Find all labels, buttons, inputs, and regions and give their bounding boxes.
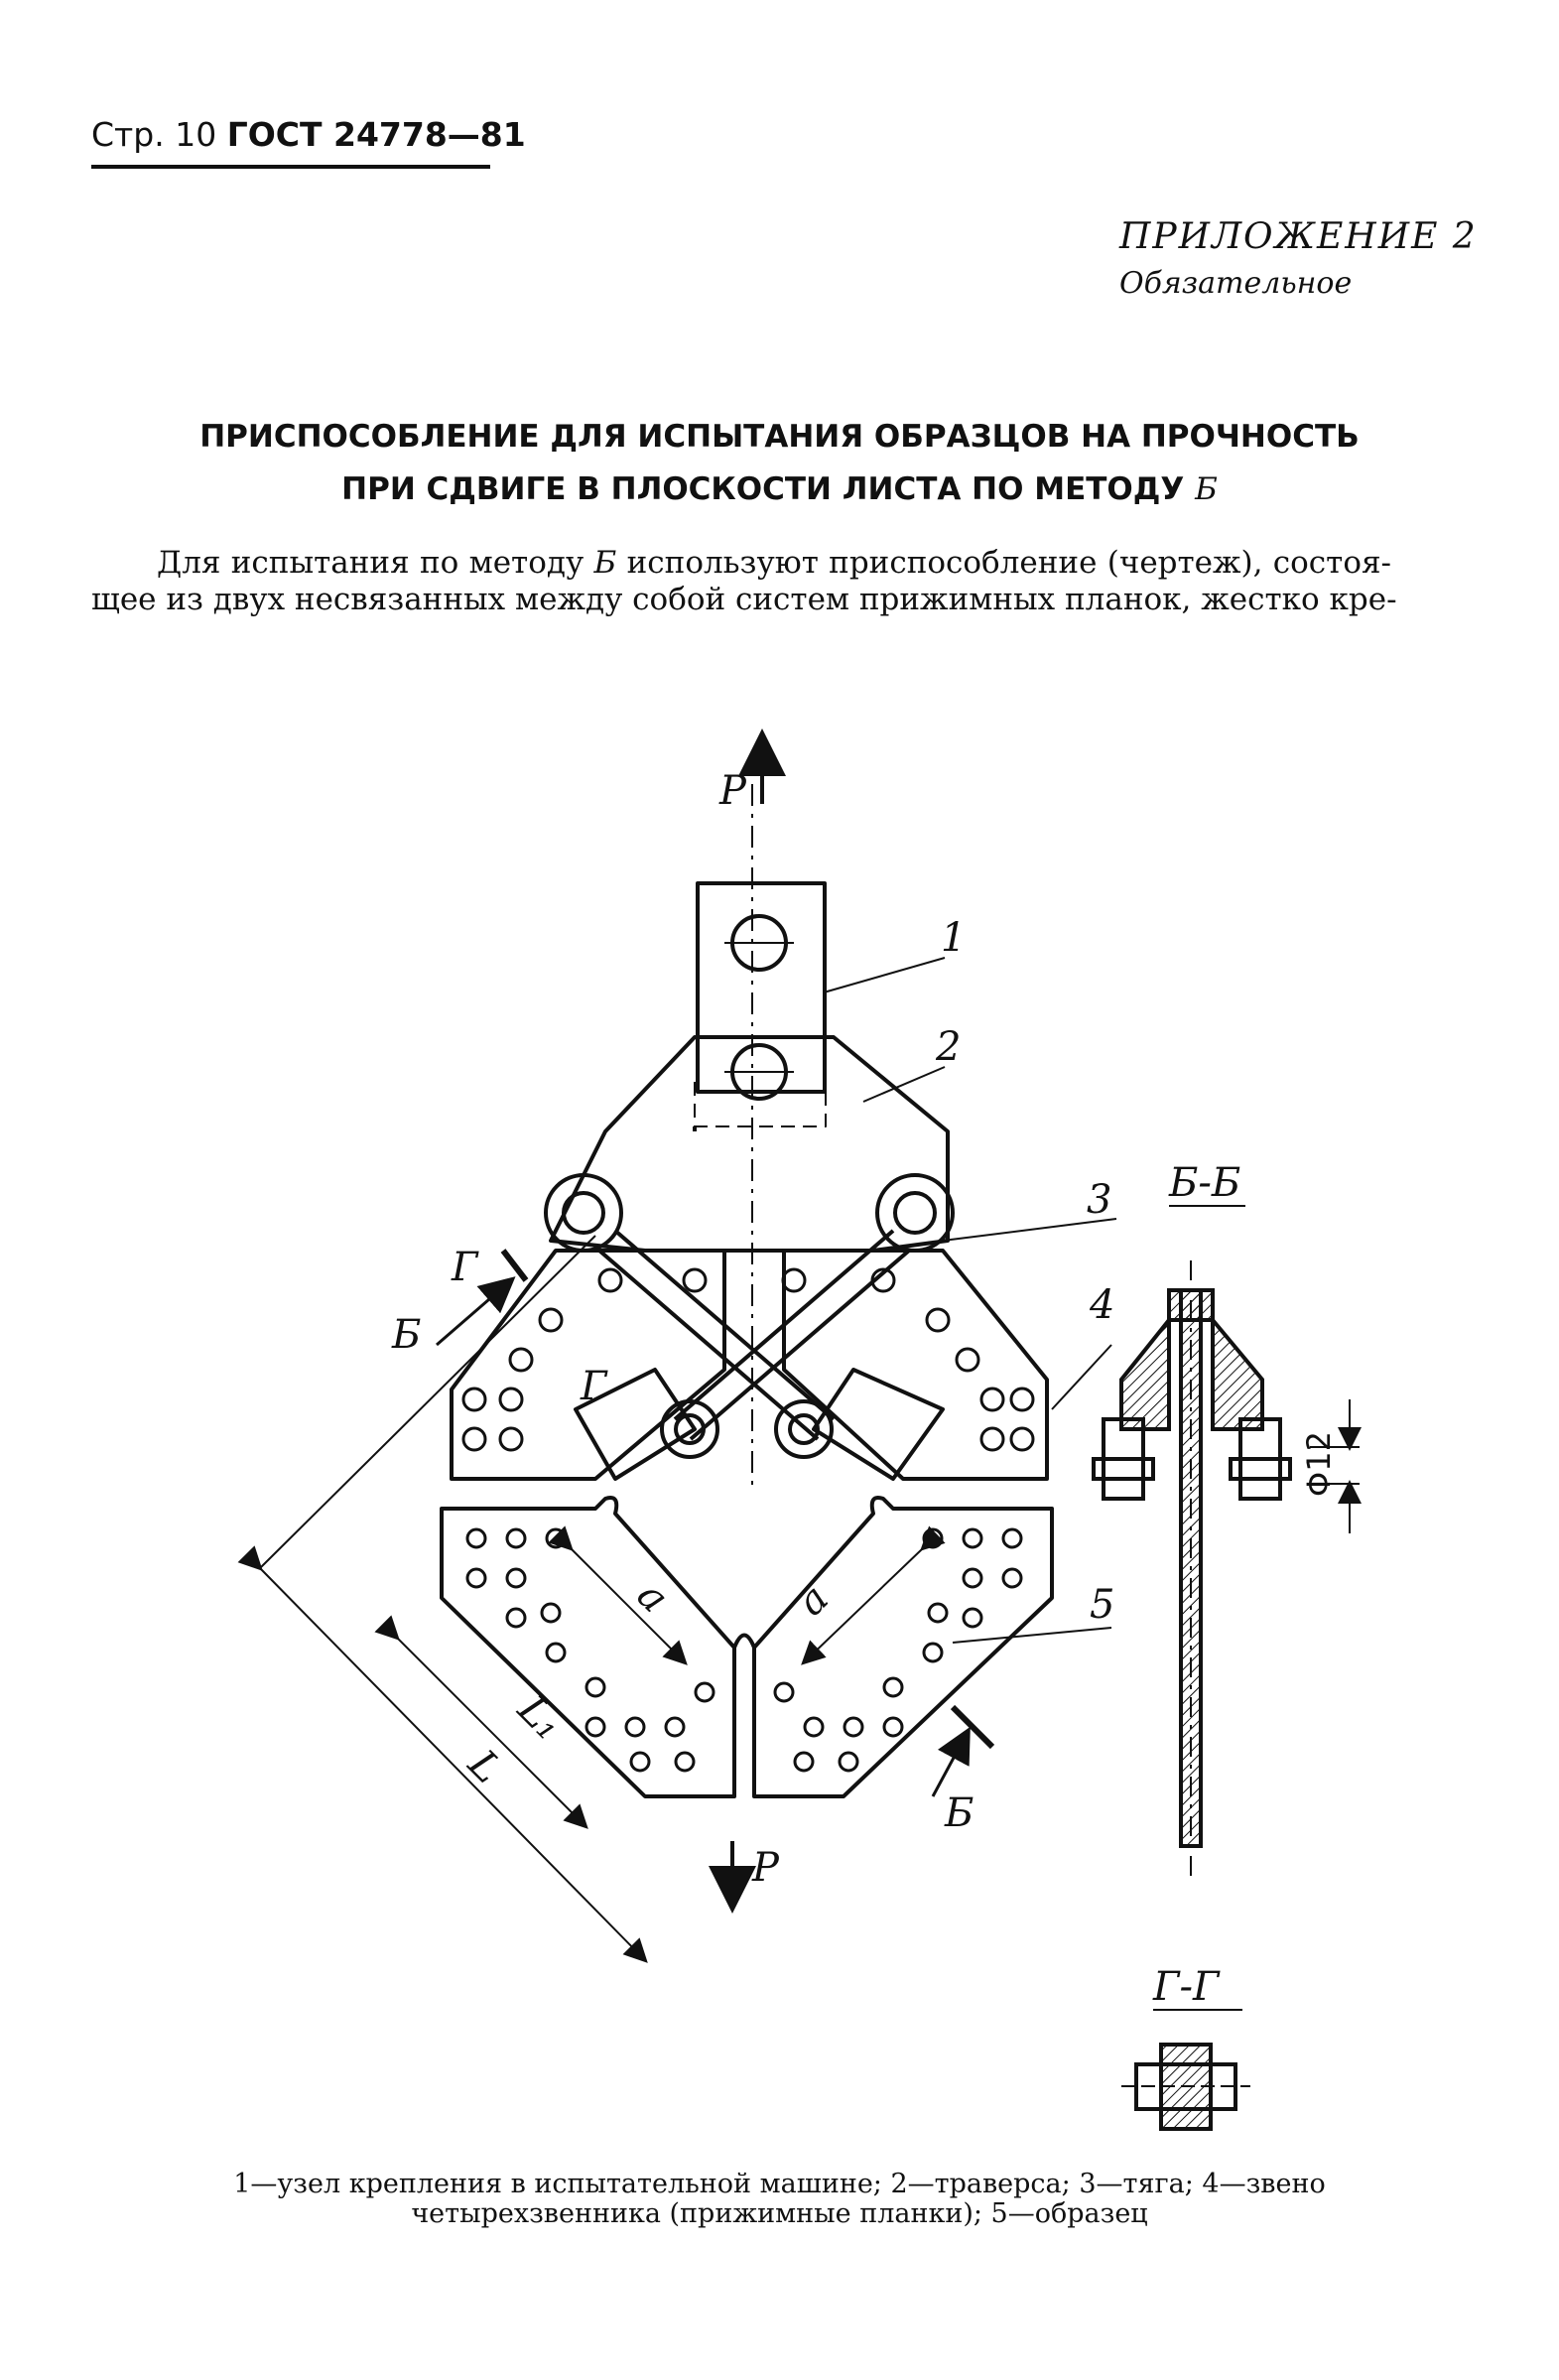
section-bb-label: Б-Б xyxy=(1169,1160,1241,1206)
dim-a-right-label: a xyxy=(788,1575,838,1626)
dim-hole-label: Φ12 xyxy=(1300,1431,1338,1497)
figure-caption-line-2: четырехзвенника (прижимные планки); 5—образец xyxy=(411,2198,1148,2229)
title-prefix: ПРИ СДВИГЕ В ПЛОСКОСТИ ЛИСТА ПО МЕТОДУ xyxy=(341,471,1185,507)
callout-5: 5 xyxy=(1090,1582,1115,1628)
callout-1: 1 xyxy=(941,915,967,961)
paragraph-text: используют приспособление (чертеж), состоя- xyxy=(626,545,1392,581)
leader-5 xyxy=(953,1628,1111,1643)
section-bb-view xyxy=(1094,1260,1360,1876)
section-mark-g-inner-label: Г xyxy=(581,1364,607,1409)
section-gg-label: Г-Г xyxy=(1153,1964,1220,2010)
paragraph-text: Для испытания по методу xyxy=(157,545,585,581)
title-method: Б xyxy=(1195,471,1218,507)
dim-l1-line xyxy=(397,1638,585,1826)
document-title-line-1: ПРИСПОСОБЛЕНИЕ ДЛЯ ИСПЫТАНИЯ ОБРАЗЦОВ НА ПРОЧНОСТЬ xyxy=(199,419,1360,455)
leader-4 xyxy=(1052,1345,1111,1409)
dim-a-left-label: a xyxy=(627,1572,678,1622)
section-mark-b-lower-label: Б xyxy=(945,1790,974,1836)
appendix-label: ПРИЛОЖЕНИЕ 2 xyxy=(1119,216,1478,257)
force-label-bottom: P xyxy=(752,1845,779,1891)
traverse xyxy=(551,1037,948,1251)
paragraph-line-2: щее из двух несвязанных между собой систем прижимных планок, жестко кре- xyxy=(91,582,1397,617)
callout-2: 2 xyxy=(936,1024,962,1070)
clamp-bolts-right xyxy=(783,1269,1033,1450)
section-mark-g-upper-label: Г xyxy=(452,1245,478,1290)
page-number: Стр. 10 xyxy=(91,115,217,154)
dim-l1-label: L₁ xyxy=(508,1686,572,1750)
callout-4: 4 xyxy=(1090,1282,1115,1328)
force-label-top: P xyxy=(719,768,746,814)
dim-l-line xyxy=(260,1568,645,1960)
leader-1 xyxy=(824,958,945,992)
dim-a-left xyxy=(571,1548,685,1662)
callout-3: 3 xyxy=(1087,1177,1112,1223)
paragraph-method: Б xyxy=(593,545,617,581)
section-mark-b-upper-label: Б xyxy=(392,1312,422,1358)
appendix-status: Обязательное xyxy=(1119,266,1353,301)
section-mark-b-lower xyxy=(933,1732,968,1796)
section-gg-view xyxy=(1121,2045,1250,2129)
figure-caption-line-1: 1—узел крепления в испытательной машине; 2—траверса; 3—тяга; 4—звено xyxy=(233,2169,1326,2199)
dim-l-label: L xyxy=(458,1741,511,1792)
standard-number: ГОСТ 24778—81 xyxy=(226,115,526,154)
